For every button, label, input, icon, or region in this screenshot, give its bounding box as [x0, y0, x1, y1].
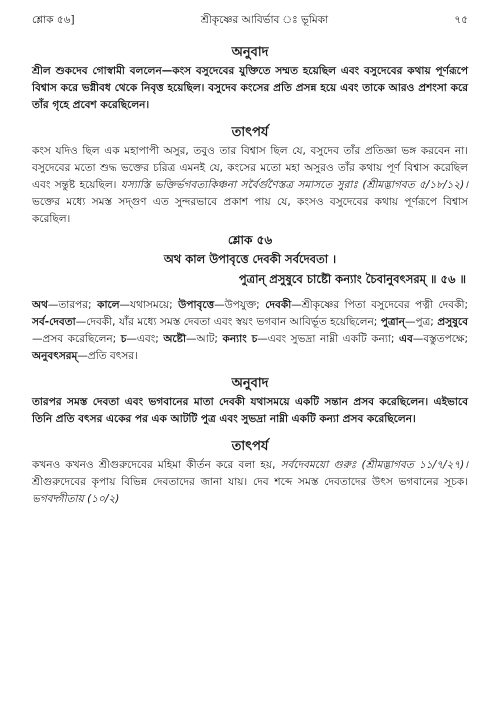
purport2-text-3: ভগবদ্গীতায় (১০/২) — [32, 493, 120, 505]
purport-quote-ref: (শ্রীমদ্ভাগবত ৫/১৮/১২)। — [362, 179, 468, 191]
purport-text-2: ভক্তের মধ্যে সমস্ত সদ্গুণ এত সুন্দরভাবে প্রকাশ পায় যে, কংসও বসুদেবের কথায় পূর্ণরূপে বিশ্বাস করেছিল। — [32, 196, 468, 225]
synonym-word: পুত্রান্ — [380, 316, 405, 328]
translation-text-2: তারপর সমস্ত দেবতা এবং ভগবানের মাতা দেবকী যথাসময়ে একটি সন্তান প্রসব করেছিলেন। এইভাবে তিনি প্রতি বৎসর একের পর এক আটটি পুত্র এবং সুভদ্রা নাম্নী একটি কন্যা প্রসব করেছিলেন। — [32, 396, 468, 425]
synonym-meaning: —যথাসময়ে; — [119, 299, 179, 311]
sloka-title: শ্লোক ৫৬ — [227, 233, 273, 247]
synonym-meaning: —এবং; — [126, 333, 164, 345]
synonym-word: উপাবৃত্তে — [178, 299, 215, 311]
synonym-word: কন্যাং চ — [222, 333, 258, 345]
synonym-word: সর্ব-দেবতা — [32, 316, 76, 328]
purport2-text-1: কখনও কখনও শ্রীগুরুদেবের মহিমা কীর্তন করে বলা হয়, — [32, 459, 276, 471]
synonym-word: চ — [120, 333, 127, 345]
translation-heading: অনুবাদ — [231, 45, 269, 60]
purport-text-2-block — [32, 457, 468, 508]
synonym-meaning: —তারপর; — [47, 299, 98, 311]
synonym-word: দেবকী — [265, 299, 292, 311]
purport-text — [32, 143, 468, 228]
synonym-meaning: —বস্তুতপক্ষে; — [412, 333, 468, 345]
header-chapter-title: শ্রীকৃষ্ণের আবির্ভাব ঃ ভূমিকা — [200, 14, 329, 26]
header-verse-ref: শ্লোক ৫৬] — [32, 14, 75, 26]
synonym-meaning: —দেবকী, যাঁর মধ্যে সমস্ত দেবতা এবং স্বয়ং ভগবান আবির্ভূত হয়েছিলেন; — [75, 316, 381, 328]
purport2-text-2: শ্রীগুরুদেবের কৃপায় বিভিন্ন দেবতাদের জানা যায়। দেব শব্দে সমস্ত দেবতাদের উৎস ভগবানের সূচক। — [32, 476, 468, 488]
synonym-word: অষ্টৌ — [163, 333, 186, 345]
purport-heading: তাৎপর্য — [231, 125, 269, 140]
page-header — [32, 12, 468, 30]
synonym-word: অনুবৎসরম্ — [32, 350, 78, 362]
sloka-line-2: পুত্রান্ প্রসুষুবে চাষ্টৌ কন্যাং চৈবানুবৎসরম্ ॥ ৫৬ ॥ — [238, 272, 466, 286]
sloka-line-1: অথ কাল উপাবৃত্তে দেবকী সর্বদেবতা । — [163, 252, 337, 266]
synonym-meaning: —আট; — [185, 333, 223, 345]
purport-text-1: কংস যদিও ছিল এক মহাপাপী অসুর, তবুও তার বিশ্বাস ছিল যে, বসুদেব তাঁর প্রতিজ্ঞা ভঙ্গ করবেন না। বসুদেবের মতো শুদ্ধ ভক্তের চরিত্র এমনই যে, কংসের মতো মহা অসুরও তাঁর কথায় পূর্ণ বিশ্বাস করেছিল এবং সন্তুষ্ট হয়েছিল। — [32, 145, 468, 191]
synonym-word: প্রসুষুবে — [437, 316, 468, 328]
translation-heading-2: অনুবাদ — [231, 376, 269, 391]
synonym-meaning: —শ্রীকৃষ্ণের পিতা বসুদেবের পত্নী দেবকী; — [291, 299, 469, 311]
purport-heading-2: তাৎপর্য — [231, 439, 269, 454]
translation-text: শ্রীল শুকদেব গোস্বামী বললেন—কংস বসুদেবের যুক্তিতে সম্মত হয়েছিল এবং বসুদেবের কথায় পূর্ণরূপে বিশ্বাস করে ভগ্নীবধ থেকে নিবৃত্ত হয়েছিল। বসুদেব কংসের প্রতি প্রসন্ন হয়ে এবং তাকে আরও প্রশংসা করে তাঁর গৃহে প্রবেশ করেছিলেন। — [32, 65, 468, 111]
synonym-meaning: —প্রসব করেছিলেন; — [32, 333, 121, 345]
synonym-meaning: —উপযুক্ত; — [214, 299, 266, 311]
book-page — [32, 12, 468, 508]
word-for-word — [32, 297, 468, 365]
page-number: ৭৫ — [454, 14, 468, 26]
purport-quote: যস্যাস্তি ভক্তির্ভগবত্যকিঞ্চনা সর্বৈর্গুণৈস্তত্র সমাসতে সুরাঃ — [120, 179, 358, 191]
synonym-meaning: —পুত্র; — [404, 316, 438, 328]
synonym-word: কালে — [97, 299, 120, 311]
synonym-meaning: —এবং সুভদ্রা নাম্নী একটি কন্যা; — [257, 333, 399, 345]
purport2-quote: সর্বদেবময়ো গুরুঃ (শ্রীমদ্ভাগবত ১১/৭/২৭)। — [280, 459, 468, 471]
synonym-word: অথ — [32, 299, 48, 311]
synonym-word: এব — [398, 333, 413, 345]
synonym-meaning: —প্রতি বৎসর। — [77, 350, 138, 362]
